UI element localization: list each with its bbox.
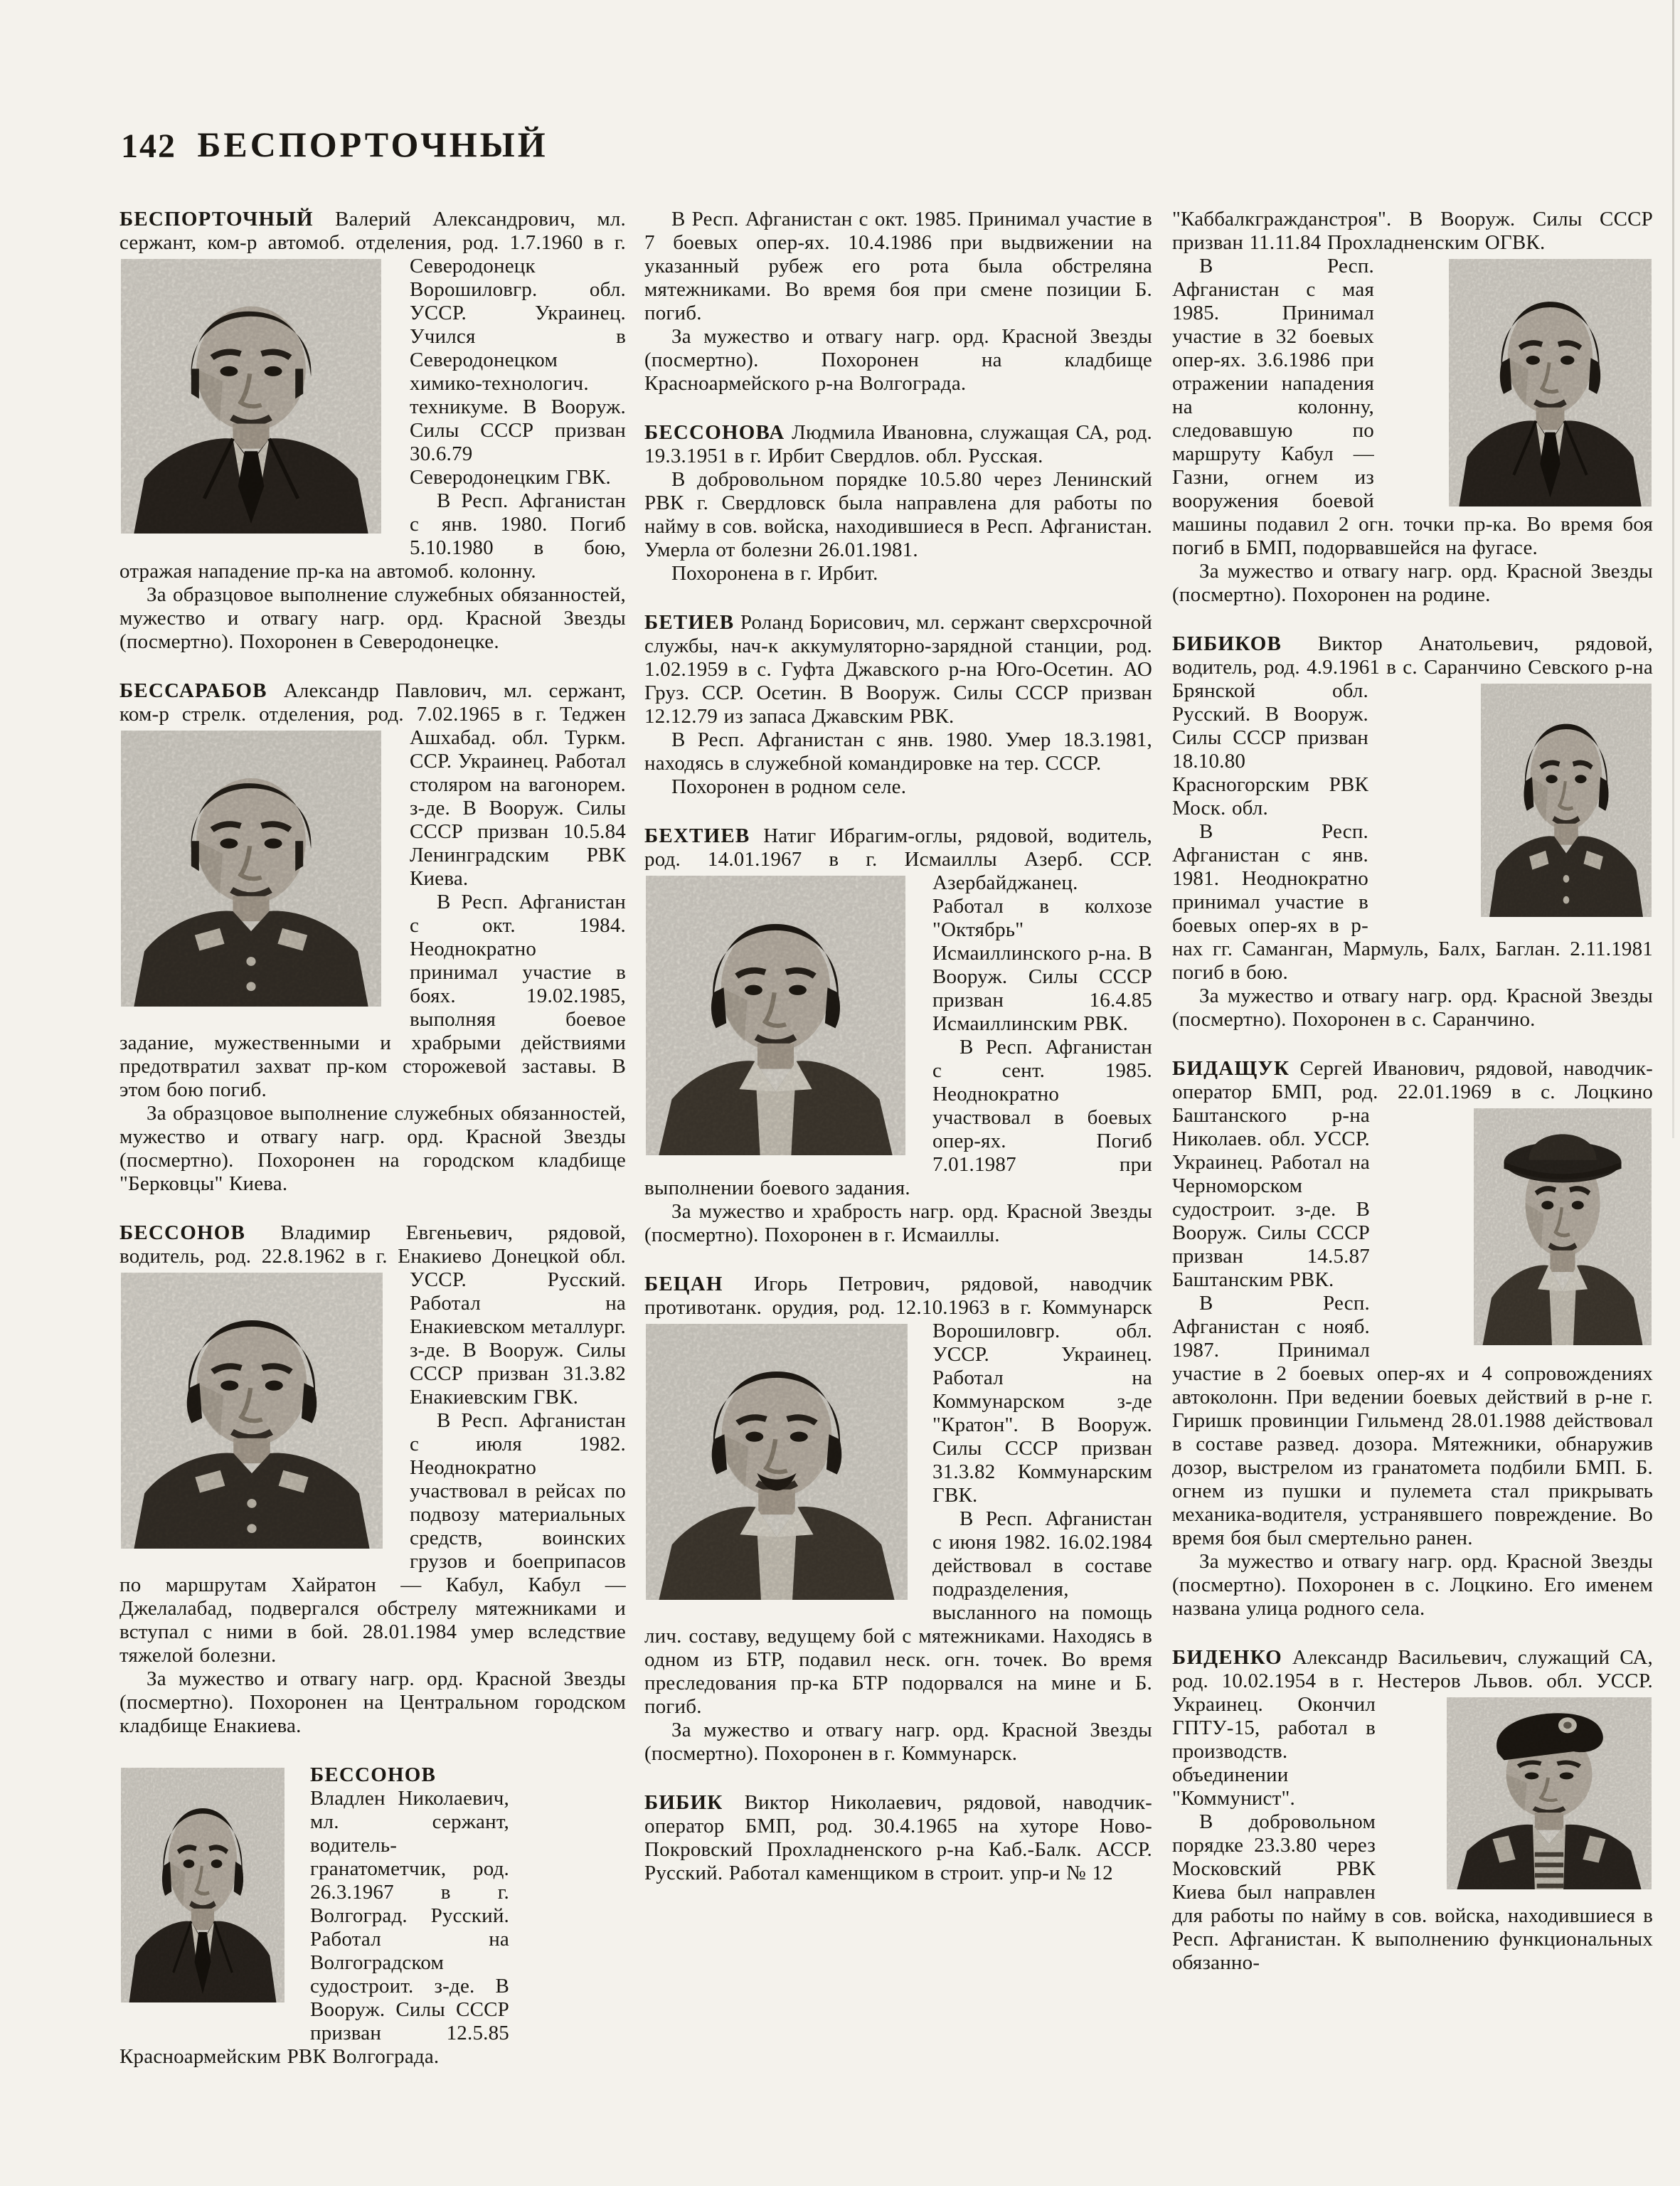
entry-paragraph: В Респ. Афганистан с янв. 1980. Умер 18.3.1981, находясь в служебной командировке на тер. СССР. xyxy=(644,728,1152,775)
entry-paragraph: "Каббалкгражданстроя". В Вооруж. Силы СССР призван 11.11.84 Прохладненским ОГВК. xyxy=(1172,208,1653,254)
portrait-besportochnyy-photo xyxy=(119,255,410,538)
entry-paragraph: В Респ. Афганистан с июня 1982. 16.02.1984 действовал в составе подразделения, высланного на помощь лич. составу, ведущему бой с мятежниками. Находясь в одном из БТР, подавил неск. огн. точек. Во время преследования пр-ка БТР подорвался на мине и Б. погиб. xyxy=(644,1507,1152,1718)
entry-text: Азерб. ССР. Азербайджанец. Работал в колхозе "Октябрь" Исмаиллинского р-на. В Вооруж. Силы СССР призван 16.4.85 Исмаиллинским РВК. xyxy=(932,848,1152,1035)
entry-paragraph: За мужество и отвагу нагр. орд. Красной Звезды (посмертно). Похоронен на родине. xyxy=(1172,560,1653,606)
entry-paragraph: Похоронена в г. Ирбит. xyxy=(671,562,878,585)
entry-surname: БЕТИЕВ xyxy=(644,611,735,634)
entry-paragraph xyxy=(1172,1646,1653,1810)
entry-text: Донецкой обл. УССР. Русский. Работал на Енакиевском металлург. з-де. В Вооруж. Силы СССР призван 31.3.82 Енакиевским ГВК. xyxy=(410,1245,627,1408)
entry-text: Игорь Петрович, рядовой, наводчик противотанк. орудия, род. 12.10.1963 xyxy=(644,1273,1152,1319)
entry-text: Владимир Евгеньевич, рядовой, водитель, род. 22.8.1962 в г. Енакиево xyxy=(119,1221,626,1268)
entry-text: Александр Васильевич, служащий СА, род. 10.02.1954 в г. Нестеров xyxy=(1172,1646,1653,1692)
entry-paragraph xyxy=(644,421,1152,468)
portrait-bidenko-photo xyxy=(1376,1693,1653,1896)
entry-text: Роланд Борисович, мл. сержант сверхсрочной службы, нач-к аккумуляторно-зарядной станции, род. 1.02.1959 в с. Гуфта Джавского р-на Юго-Осетин. АО Груз. ССР. Осетин. В Вооруж. Силы СССР призван 12.12.79 из запаса Джавским РВК. xyxy=(644,611,1152,728)
entry-surname: БИБИКОВ xyxy=(1172,632,1282,655)
entry-paragraph: За мужество и храбрость нагр. орд. Красной Звезды (посмертно). Похоронен в г. Исмаиллы. xyxy=(644,1200,1152,1246)
entry-bibik xyxy=(644,1791,1152,1885)
entry-text: Валерий Александрович, мл. сержант, ком-р автомоб. отделения, род. xyxy=(119,208,626,254)
running-head: БЕСПОРТОЧНЫЙ xyxy=(197,124,548,164)
entry-text: Александр Павлович, мл. сержант, ком-р стрелк. отделения, род. xyxy=(119,679,626,726)
entry-text: Виктор Анатольевич, рядовой, водитель, род. 4.9.1961 в с. Саранчино xyxy=(1172,632,1653,679)
entry-paragraph: В Респ. Афганистан с окт. 1985. Принимал участие в 7 боевых опер-ях. 10.4.1986 при выдвижении на указанный рубеж его рота была обстреляна мятежниками. Во время боя при смене позиции Б. погиб. xyxy=(644,208,1152,324)
entry-surname: БЕССОНОВ xyxy=(119,1221,246,1244)
entry-bekhtiev xyxy=(644,824,1152,1247)
entry-paragraph: За мужество и отвагу нагр. орд. Красной Звезды (посмертно). Похоронен в г. Коммунарск. xyxy=(644,1719,1152,1765)
entry-text: Севского р-на Брянской обл. Русский. В Вооруж. Силы СССР призван 18.10.80 Красногорским РВК Моск. обл. xyxy=(1172,656,1653,819)
entry-paragraph: В Респ. Афганистан с янв. 1980. Погиб 5.10.1980 в бою, отражая нападение пр-ка на автомоб. колонну. xyxy=(119,489,626,583)
entry-paragraph xyxy=(119,679,626,891)
portrait-betsan-photo xyxy=(644,1320,932,1604)
portrait-suit-icon xyxy=(1449,259,1652,506)
portrait-bekhtiev-photo xyxy=(644,871,932,1160)
entry-bessonov-vladlen-continuation xyxy=(644,208,1152,396)
portrait-bessonov-vladlen-photo xyxy=(119,1763,310,2045)
entry-text: в с. Лоцкино Баштанского р-на Николаев. обл. УССР. Украинец. Работал на Черноморском судостроит. з-де. В Вооруж. Силы СССР призван 14.5.87 Баштанским РВК. xyxy=(1172,1081,1654,1291)
entry-paragraph: В Респ. Афганистан с янв. 1981. Неоднократно принимал участие в боевых опер-ях в р-нах гг. Саманган, Мармуль, Балх, Баглан. 2.11.1981 погиб в бою. xyxy=(1172,820,1653,984)
entry-paragraph: В Респ. Афганистан с июля 1982. Неоднократно участвовал в рейсах по подвозу материальных средств, воинских грузов и боеприпасов по маршрутам Хайратон — Кабул, Кабул — Джелалабад, подвергался обстрелу мятежниками и вступал с ними в бой. 28.01.1984 умер вследствие тяжелой болезни. xyxy=(119,1409,626,1667)
entry-paragraph xyxy=(119,1763,509,2069)
entry-paragraph: В Респ. Афганистан с сент. 1985. Неоднократно участвовал в боевых опер-ях. Погиб 7.01.1987 при выполнении боевого задания. xyxy=(644,1036,1152,1199)
entry-surname: БЕЦАН xyxy=(644,1273,723,1295)
entry-paragraph xyxy=(1172,632,1653,820)
entry-bidenko xyxy=(1172,1646,1653,1975)
column-right xyxy=(1172,208,1653,2000)
entry-paragraph: За мужество и отвагу нагр. орд. Красной Звезды (посмертно). Похоронен в с. Лоцкино. Его именем названа улица родного села. xyxy=(1172,1550,1653,1620)
entry-surname: БИДАЩУК xyxy=(1172,1057,1290,1080)
entry-betsan xyxy=(644,1273,1152,1766)
portrait-casual-icon xyxy=(646,876,905,1155)
entry-text: 1.7.1960 в г. Северодонецк Ворошиловгр. обл. УССР. Украинец. Учился в Северодонецком химико-технологич. техникуме. В Вооруж. Силы СССР призван 30.6.79 Северодонецким ГВК. xyxy=(410,231,626,489)
column-left xyxy=(119,208,626,2094)
entry-text: Виктор Николаевич, рядовой, наводчик-оператор БМП, род. 30.4.1965 на хуторе Ново-Покровский Прохладненского р-на Каб.-Балк. АССР. Русский. Работал каменщиком в строит. упр-и № 12 xyxy=(644,1791,1152,1884)
entry-bibik-continuation xyxy=(1172,208,1653,607)
portrait-uniform-icon xyxy=(1481,684,1652,917)
column-middle xyxy=(644,208,1152,1911)
page-number: 142 xyxy=(121,127,176,165)
portrait-beret-icon xyxy=(1447,1697,1652,1889)
entry-betiev xyxy=(644,611,1152,799)
portrait-suit-icon xyxy=(121,1768,285,2002)
entry-paragraph: Похоронен в родном селе. xyxy=(671,775,907,798)
entry-bessonov-vladimir xyxy=(119,1221,626,1738)
entry-paragraph: В Респ. Афганистан с нояб. 1987. Принимал участие в 2 боевых опер-ях и 4 сопровождениях автоколонн. При ведении боевых действий в р-не г. Гиришк провинции Гильменд 28.01.1988 действовал в составе развед. дозора. Мятежники, обнаружив дозор, выстрелом из гранатомета подбили БМП. Б. огнем из пушки и пулемета стал прикрывать механика-водителя, устранявшего повреждение. Во время боя был смертельно ранен. xyxy=(1172,1292,1653,1549)
entry-besportochnyy xyxy=(119,208,626,654)
entry-paragraph xyxy=(644,1791,1152,1885)
entry-surname: БЕХТИЕВ xyxy=(644,824,750,847)
entry-paragraph: За мужество и отвагу нагр. орд. Красной Звезды (посмертно). Похоронен на Центральном городском кладбище Енакиева. xyxy=(119,1667,626,1737)
entry-text: Львов. обл. УССР. Украинец. Окончил ГПТУ-15, работал в производств. объединении "Коммунист". xyxy=(1172,1670,1653,1810)
entry-paragraph: В Респ. Афганистан с окт. 1984. Неоднократно принимал участие в боях. 19.02.1985, выполняя боевое задание, мужественными и храбрыми действиями предотвратил захват пр-ком сторожевой заставы. В этом бою погиб. xyxy=(119,891,626,1101)
entry-surname: БЕССАРАБОВ xyxy=(119,679,267,702)
portrait-bibikov-photo xyxy=(1368,679,1653,921)
entry-paragraph: За образцовое выполнение служебных обязанностей, мужество и отвагу нагр. орд. Красной Звезды (посмертно). Похоронен в Северодонецке. xyxy=(119,583,626,653)
entry-paragraph: За мужество и отвагу нагр. орд. Красной Звезды (посмертно). Похоронен на кладбище Красноармейского р-на Волгограда. xyxy=(644,325,1152,395)
entry-paragraph: За мужество и отвагу нагр. орд. Красной Звезды (посмертно). Похоронен в с. Саранчино. xyxy=(1172,985,1653,1031)
entry-surname: БЕССОНОВ xyxy=(310,1763,437,1786)
entry-bibikov xyxy=(1172,632,1653,1031)
entry-bessonova xyxy=(644,421,1152,585)
entry-bessonov-vladlen xyxy=(119,1763,509,2069)
entry-bidashchuk xyxy=(1172,1057,1653,1620)
portrait-hat-icon xyxy=(1474,1108,1652,1345)
entry-text: Натиг Ибрагим-оглы, рядовой, водитель, род. 14.01.1967 в г. Исмаиллы xyxy=(644,824,1152,871)
entry-paragraph xyxy=(1172,255,1653,560)
entry-paragraph xyxy=(644,1273,1152,1507)
portrait-bessarabov-photo xyxy=(119,726,410,1011)
entry-paragraph xyxy=(119,1221,626,1409)
entry-surname: БЕССОНОВА xyxy=(644,421,785,444)
entry-paragraph: В добровольном порядке 10.5.80 через Ленинский РВК г. Свердловск была направлена для работы по найму в сов. войска, находившиеся в Респ. Афганистан. Умерла от болезни 26.01.1981. xyxy=(644,468,1152,561)
entry-surname: БИБИК xyxy=(644,1791,723,1814)
portrait-bessonov-vladimir-photo xyxy=(119,1268,410,1553)
portrait-mustache-icon xyxy=(646,1324,908,1600)
entry-text: Людмила Ивановна, служащая СА, род. 19.3.1951 в г. Ирбит Свердлов. обл. Русская. xyxy=(644,421,1152,467)
entry-surname: БЕСПОРТОЧНЫЙ xyxy=(119,208,314,230)
entry-paragraph xyxy=(644,824,1152,1036)
portrait-bidashchuk-photo xyxy=(1370,1104,1653,1349)
portrait-bibik-photo xyxy=(1374,255,1653,511)
entry-paragraph xyxy=(1172,1057,1653,1292)
entry-text: в г. Коммунарск Ворошиловгр. обл. УССР. Украинец. Работал на Коммунарском з-де "Кратон". В Вооруж. Силы СССР призван 31.3.82 Коммунарским ГВК. xyxy=(932,1296,1152,1507)
portrait-uniform-icon xyxy=(121,1273,383,1549)
entry-paragraph: В добровольном порядке 23.3.80 через Московский РВК Киева был направлен для работы по найму в сов. войска, находившиеся в Респ. Афганистан. К выполнению функциональных обязанно- xyxy=(1172,1810,1653,1974)
entry-paragraph xyxy=(644,611,1152,728)
entry-text: В Респ. Афганистан с мая 1985. Принимал участие в 32 боевых опер-ях. 3.6.1986 при отражении нападения на колонну, следовавшую по маршруту Кабул — Газни, огнем из вооружения боевой машины подавил 2 огн. точки пр-ка. Во время боя погиб в БМП, подорвавшейся на фугасе. xyxy=(1172,255,1653,559)
entry-text: Владлен Николаевич, мл. сержант, водитель-гранатометчик, род. 26.3.1967 в г. Волгоград. Русский. Работал на Волгоградском судостроит. з-де. В Вооруж. Силы СССР призван 12.5.85 Красноармейским РВК Волгограда. xyxy=(119,1787,509,2068)
entry-paragraph: За образцовое выполнение служебных обязанностей, мужество и отвагу нагр. орд. Красной Звезды (посмертно). Похоронен на городском кладбище "Берковцы" Киева. xyxy=(119,1102,626,1195)
portrait-uniform-icon xyxy=(121,731,381,1007)
entry-paragraph xyxy=(119,208,626,489)
entry-bessarabov xyxy=(119,679,626,1196)
entry-surname: БИДЕНКО xyxy=(1172,1646,1282,1669)
portrait-suit-icon xyxy=(121,259,381,534)
entry-text: Сергей Иванович, рядовой, наводчик-оператор БМП, род. 22.01.1969 xyxy=(1172,1057,1653,1103)
entry-text: 7.02.1965 в г. Теджен Ашхабад. обл. Туркм. ССР. Украинец. Работал столяром на вагонорем. з-де. В Вооруж. Силы СССР призван 10.5.84 Ленинградским РВК Киева. xyxy=(410,703,626,890)
